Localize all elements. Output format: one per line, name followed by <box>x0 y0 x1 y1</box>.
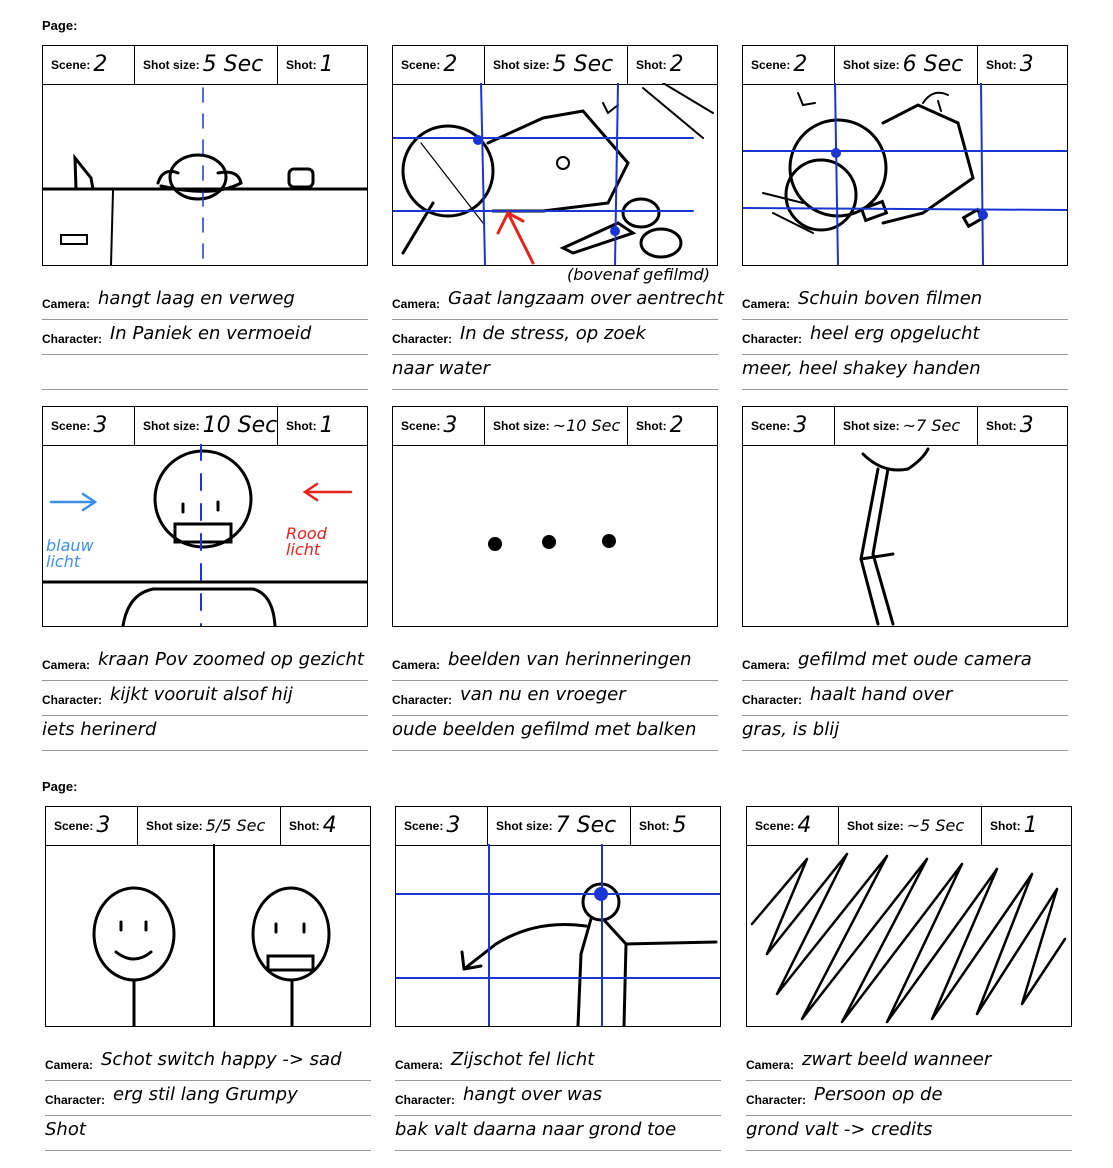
shot-value: 1 <box>319 413 334 438</box>
page-label-1: Page: <box>42 18 78 33</box>
camera-note: Schuin boven filmen <box>798 288 983 309</box>
character-note-cont: gras, is blij <box>742 719 840 740</box>
camera-note: gefilmd met oude camera <box>798 649 1032 670</box>
camera-label: Camera: <box>42 658 91 672</box>
scene-value: 2 <box>793 52 808 77</box>
character-label: Character: <box>392 693 453 707</box>
scene-value: 3 <box>93 413 108 438</box>
shot-label: Shot: <box>639 819 670 833</box>
panel-header <box>45 806 371 846</box>
shot-size-value: 7 Sec <box>555 813 617 838</box>
character-note-cont: meer, heel shakey handen <box>742 358 981 379</box>
red-light-label: Rood licht <box>286 524 327 559</box>
sketch-frame <box>45 844 371 1027</box>
shot-size-label: Shot size: <box>847 819 904 833</box>
shot-size-value: 5/5 Sec <box>205 816 266 835</box>
shot-size-label: Shot size: <box>843 419 900 433</box>
character-note: heel erg opgelucht <box>810 323 980 344</box>
camera-note: kraan Pov zoomed op gezicht <box>98 649 364 670</box>
shot-size-value: 10 Sec <box>202 413 278 438</box>
scene-value: 3 <box>446 813 461 838</box>
sketch-side-shot-fall <box>396 844 720 1026</box>
shot-size-value: 5 Sec <box>552 52 614 77</box>
panel-notes <box>392 646 718 751</box>
shot-label: Shot: <box>286 419 317 433</box>
character-note-cont: iets herinerd <box>42 719 157 740</box>
panel-header <box>742 45 1068 85</box>
character-note: Persoon op de <box>814 1084 943 1105</box>
character-label: Character: <box>746 1093 807 1107</box>
shot-size-label: Shot size: <box>496 819 553 833</box>
character-label: Character: <box>742 332 803 346</box>
shot-value: 1 <box>319 52 334 77</box>
storyboard-panel-9 <box>746 806 1072 1142</box>
character-note: hangt over was <box>463 1084 603 1105</box>
shot-size-label: Shot size: <box>843 58 900 72</box>
character-note-cont: naar water <box>392 358 490 379</box>
panel-notes <box>42 646 368 751</box>
blue-light-label: blauw licht <box>46 536 94 571</box>
shot-value: 5 <box>672 813 687 838</box>
shot-value: 2 <box>669 413 684 438</box>
shot-size-label: Shot size: <box>143 58 200 72</box>
panel-header <box>42 406 368 446</box>
panel-header <box>392 406 718 446</box>
character-label: Character: <box>45 1093 106 1107</box>
scene-value: 2 <box>443 52 458 77</box>
sketch-ellipsis <box>393 444 717 626</box>
shot-size-value: ~10 Sec <box>552 416 621 435</box>
storyboard-panel-1 <box>42 45 368 381</box>
shot-size-label: Shot size: <box>143 419 200 433</box>
shot-value: 1 <box>1023 813 1038 838</box>
panel-header <box>746 806 1072 846</box>
character-note: kijkt vooruit alsof hij <box>110 684 293 705</box>
shot-label: Shot: <box>636 58 667 72</box>
character-note: erg stil lang Grumpy <box>113 1084 298 1105</box>
sketch-frame <box>746 844 1072 1027</box>
shot-label: Shot: <box>986 58 1017 72</box>
camera-note: hangt laag en verweg <box>98 288 295 309</box>
camera-note: zwart beeld wanneer <box>802 1049 992 1070</box>
scene-label: Scene: <box>751 58 791 72</box>
character-note-cont: oude beelden gefilmd met balken <box>392 719 697 740</box>
shot-size-value: ~5 Sec <box>906 816 965 835</box>
shot-size-value: 5 Sec <box>202 52 264 77</box>
shot-value: 3 <box>1019 52 1034 77</box>
storyboard-panel-4 <box>42 406 368 742</box>
character-label: Character: <box>42 332 103 346</box>
storyboard-panel-5 <box>392 406 718 742</box>
character-label: Character: <box>742 693 803 707</box>
shot-size-label: Shot size: <box>146 819 203 833</box>
sketch-frame <box>395 844 721 1027</box>
camera-label: Camera: <box>392 297 441 311</box>
panel-notes <box>45 1046 371 1151</box>
scene-label: Scene: <box>54 819 94 833</box>
sketch-frame <box>742 83 1068 266</box>
character-note: van nu en vroeger <box>460 684 626 705</box>
sketch-frame <box>392 83 718 266</box>
scene-label: Scene: <box>401 58 441 72</box>
sketch-frame <box>392 444 718 627</box>
character-note: In Paniek en vermoeid <box>110 323 312 344</box>
character-note: In de stress, op zoek <box>460 323 646 344</box>
storyboard-panel-7 <box>45 806 371 1142</box>
character-note: haalt hand over <box>810 684 953 705</box>
scene-label: Scene: <box>404 819 444 833</box>
camera-label: Camera: <box>742 658 791 672</box>
scene-label: Scene: <box>401 419 441 433</box>
scene-value: 2 <box>93 52 108 77</box>
sketch-overhead-drinking <box>743 83 1067 265</box>
camera-label: Camera: <box>746 1058 795 1072</box>
shot-value: 3 <box>1019 413 1034 438</box>
scene-label: Scene: <box>751 419 791 433</box>
panel-header <box>392 45 718 85</box>
sketch-happy-sad-split <box>46 844 370 1026</box>
panel-header <box>42 45 368 85</box>
shot-label: Shot: <box>289 819 320 833</box>
shot-label: Shot: <box>990 819 1021 833</box>
shot-value: 2 <box>669 52 684 77</box>
panel-notes <box>742 285 1068 390</box>
character-note-cont: bak valt daarna naar grond toe <box>395 1119 677 1140</box>
shot-label: Shot: <box>636 419 667 433</box>
shot-size-value: ~7 Sec <box>902 416 961 435</box>
scene-value: 4 <box>797 813 812 838</box>
scene-value: 3 <box>96 813 111 838</box>
camera-label: Camera: <box>45 1058 94 1072</box>
storyboard-panel-8 <box>395 806 721 1142</box>
camera-note: Gaat langzaam over aentrecht <box>448 288 724 309</box>
page-label-2: Page: <box>42 779 78 794</box>
sketch-table-scene <box>43 83 367 265</box>
shot-size-label: Shot size: <box>493 419 550 433</box>
scene-label: Scene: <box>755 819 795 833</box>
storyboard-panel-2 <box>392 45 724 381</box>
character-note-cont: grond valt -> credits <box>746 1119 933 1140</box>
character-label: Character: <box>392 332 453 346</box>
panel-notes <box>742 646 1068 751</box>
storyboard-panel-3 <box>742 45 1068 381</box>
scene-label: Scene: <box>51 419 91 433</box>
panel-notes <box>746 1046 1072 1151</box>
panel-notes <box>392 285 724 390</box>
storyboard-panel-6 <box>742 406 1068 742</box>
camera-note: Schot switch happy -> sad <box>101 1049 342 1070</box>
camera-label: Camera: <box>742 297 791 311</box>
panel-header <box>395 806 721 846</box>
sketch-black-scribble <box>747 844 1071 1026</box>
shot-size-value: 6 Sec <box>902 52 964 77</box>
camera-note: beelden van herinneringen <box>448 649 692 670</box>
camera-label: Camera: <box>395 1058 444 1072</box>
sketch-overhead-reach <box>393 83 717 265</box>
sketch-hand-over-grass <box>743 444 1067 626</box>
shot-value: 4 <box>322 813 337 838</box>
sketch-frame <box>42 83 368 266</box>
scene-value: 3 <box>443 413 458 438</box>
character-note-cont: Shot <box>45 1119 86 1140</box>
camera-label: Camera: <box>392 658 441 672</box>
scene-value: 3 <box>793 413 808 438</box>
panel-header <box>742 406 1068 446</box>
character-label: Character: <box>395 1093 456 1107</box>
panel-notes <box>42 285 368 390</box>
shot-label: Shot: <box>286 58 317 72</box>
shot-size-label: Shot size: <box>493 58 550 72</box>
character-label: Character: <box>42 693 103 707</box>
scene-label: Scene: <box>51 58 91 72</box>
panel-notes <box>395 1046 721 1151</box>
sketch-frame <box>742 444 1068 627</box>
camera-label: Camera: <box>42 297 91 311</box>
annotation-note: (bovenaf gefilmd) <box>567 265 710 284</box>
shot-label: Shot: <box>986 419 1017 433</box>
camera-note: Zijschot fel licht <box>451 1049 595 1070</box>
